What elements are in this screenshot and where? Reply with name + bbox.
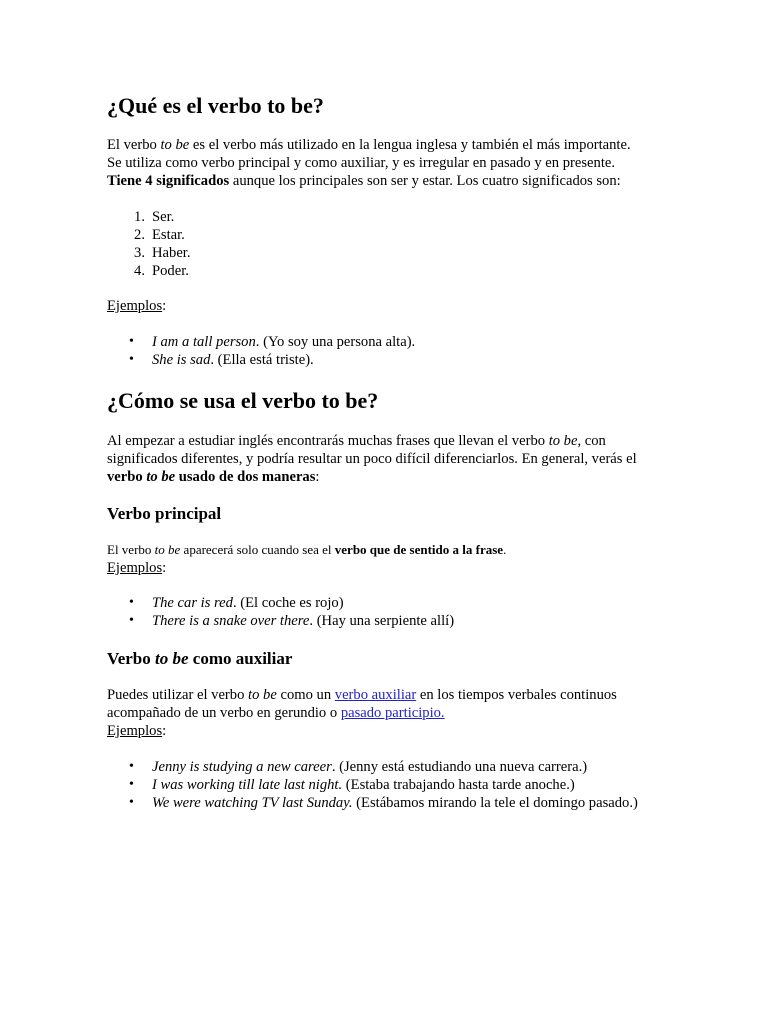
section2-intro: Al empezar a estudiar inglés encontrarás muchas frases que llevan el verbo to be, con significados diferentes, y podría resultar un poco difícil diferenciarlos. En general, verás el verbo to be usado de dos maneras: [107, 433, 637, 486]
list-item: • I am a tall person. (Yo soy una persona alta). [129, 334, 416, 350]
list-item: • I was working till late last night. (Estaba trabajando hasta tarde anoche.) [129, 777, 575, 793]
verbo-principal-heading: Verbo principal [107, 504, 222, 523]
list-item: • The car is red. (El coche es rojo) [129, 595, 344, 611]
verbo-auxiliar-text: Puedes utilizar el verbo to be como un verbo auxiliar en los tiempos verbales continuos acompañado de un verbo en gerundio o pasado participio. Ejemplos: [107, 687, 617, 740]
meanings-list [107, 208, 191, 280]
list-item: 3. Haber. [134, 245, 191, 261]
list-item: • There is a snake over there. (Hay una serpiente allí) [129, 613, 455, 629]
examples-list-2 [107, 594, 454, 630]
list-item: 4. Poder. [134, 263, 189, 279]
section2-heading: ¿Cómo se usa el verbo to be? [107, 388, 379, 413]
examples-list-1 [107, 333, 415, 369]
list-item: • We were watching TV last Sunday. (Estábamos mirando la tele el domingo pasado.) [129, 795, 638, 811]
examples-label-1: Ejemplos: [107, 298, 167, 314]
list-item: • Jenny is studying a new career. (Jenny está estudiando una nueva carrera.) [129, 759, 588, 775]
list-item: • She is sad. (Ella está triste). [129, 352, 314, 368]
verbo-principal-text: El verbo to be aparecerá solo cuando sea el verbo que de sentido a la frase. Ejemplos: [107, 542, 507, 577]
verbo-auxiliar-link[interactable]: verbo auxiliar [334, 687, 417, 703]
examples-list-3 [107, 758, 638, 812]
verbo-auxiliar-heading: Verbo to be como auxiliar [107, 649, 293, 668]
section1-intro: El verbo to be es el verbo más utilizado en la lengua inglesa y también el más importante. Se utiliza como verbo principal y como auxiliar, y es irregular en pasado y en presente. Tiene 4 significados aunque los principales son ser y estar. Los cuatro significados son: [107, 137, 631, 190]
list-item: 2. Estar. [134, 227, 185, 243]
pasado-participio-link[interactable]: pasado participio. [340, 705, 445, 722]
list-item: 1. Ser. [134, 209, 175, 225]
section1-heading: ¿Qué es el verbo to be? [107, 93, 324, 118]
